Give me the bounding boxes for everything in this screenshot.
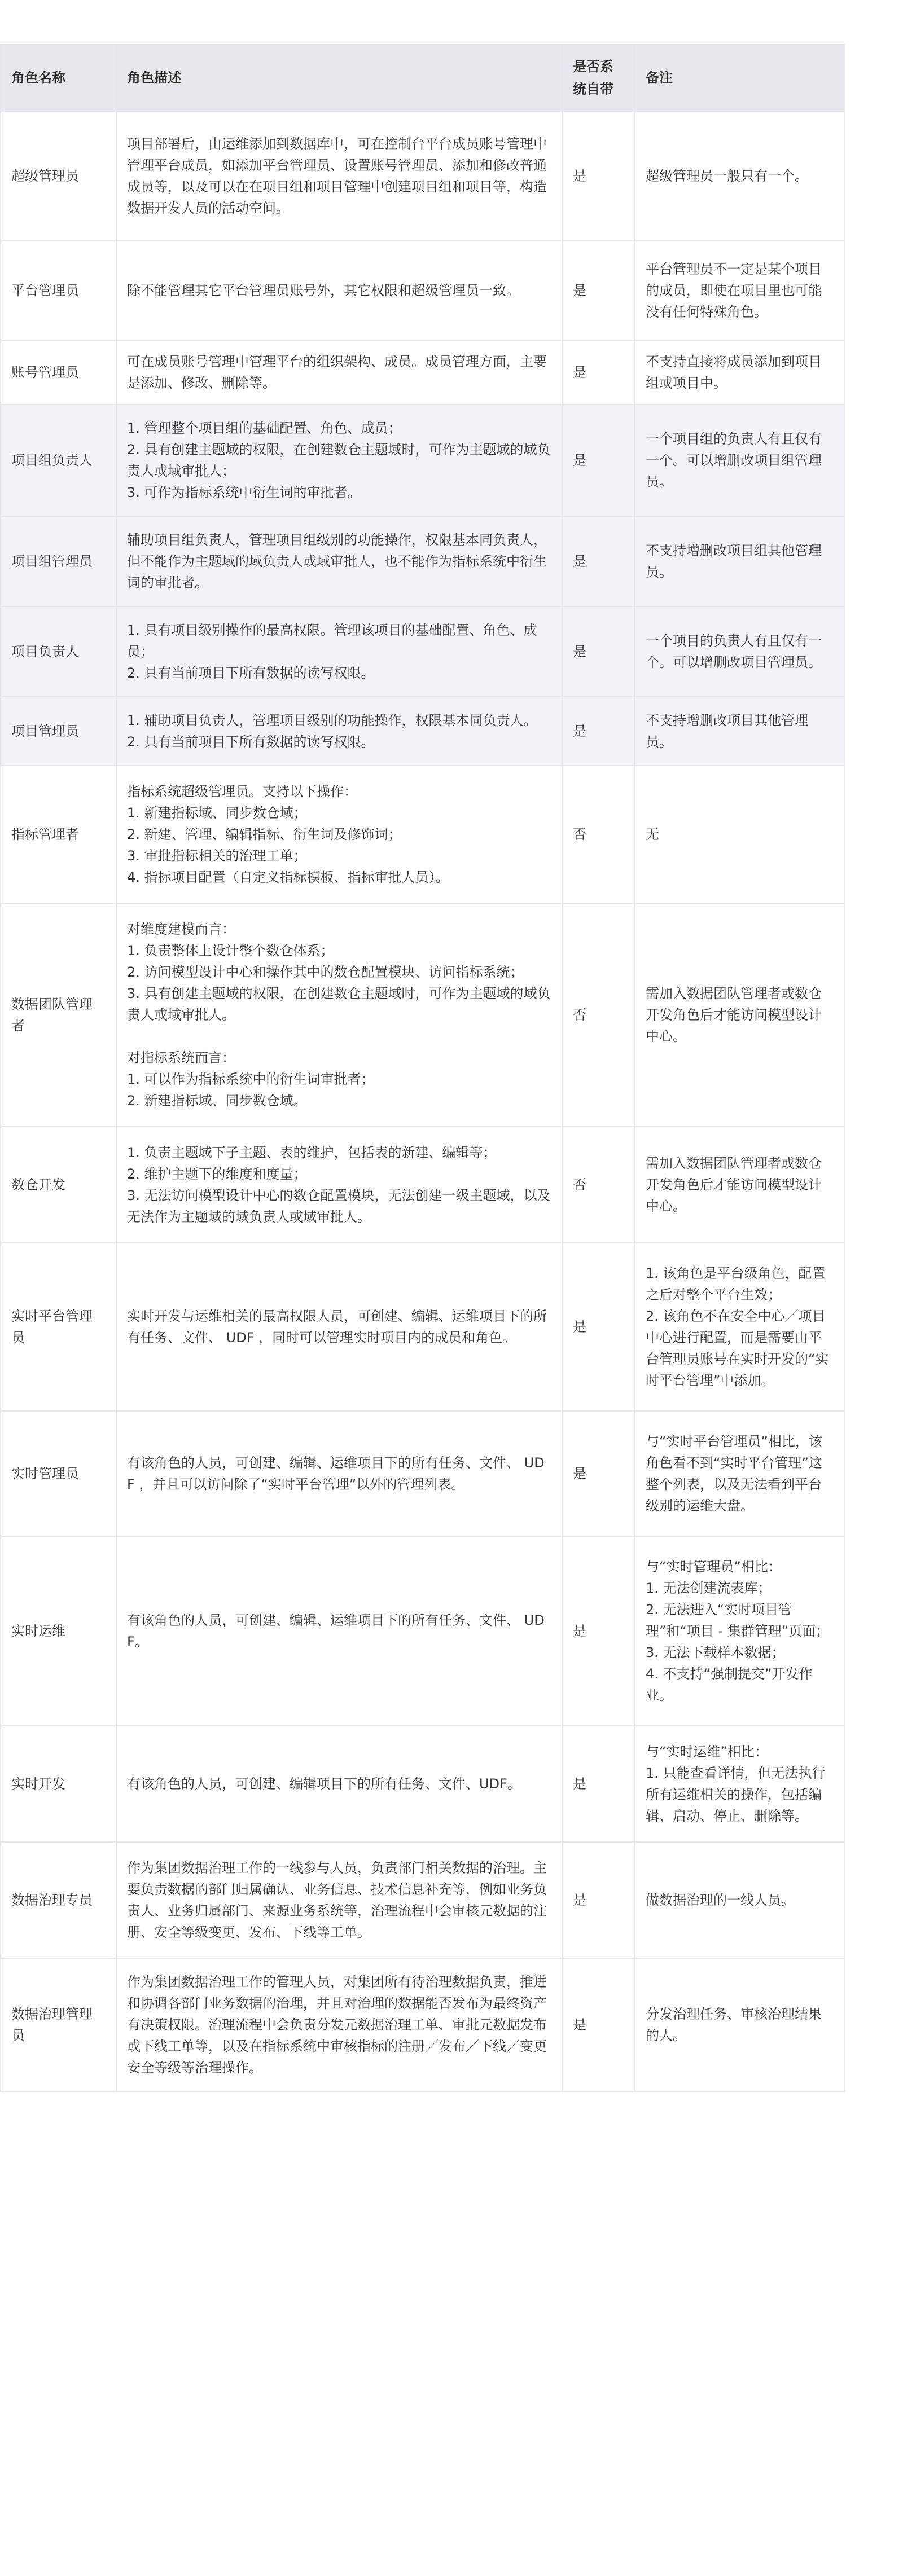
description-line: 3. 可作为指标系统中衍生词的审批者。 <box>127 485 361 500</box>
table-header-row <box>1 45 845 111</box>
role-description-cell <box>116 1411 562 1536</box>
remark-line: 不支持增删改项目组其他管理员。 <box>646 543 822 580</box>
description-line: 对维度建模而言： <box>127 921 235 937</box>
system-builtin-cell: 是 <box>562 516 635 606</box>
table-row <box>1 1842 845 1958</box>
table-row <box>1 1958 845 2091</box>
remark-line: 无 <box>646 827 659 842</box>
role-description-cell <box>116 1127 562 1243</box>
description-line: 3. 无法访问模型设计中心的数仓配置模块，无法创建一级主题域，以及无法作为主题域的域负责人或域审批人。 <box>127 1188 551 1225</box>
system-builtin-cell: 是 <box>562 1842 635 1958</box>
description-line: 1. 可以作为指标系统中的衍生词审批者； <box>127 1071 375 1087</box>
system-builtin-cell: 是 <box>562 1411 635 1536</box>
table-row <box>1 606 845 697</box>
remark-line: 需加入数据团队管理者或数仓开发角色后才能访问模型设计中心。 <box>646 1155 822 1214</box>
table-row <box>1 766 845 903</box>
role-description-cell <box>116 606 562 697</box>
role-name-cell: 实时运维 <box>1 1536 116 1726</box>
system-builtin-cell: 是 <box>562 405 635 516</box>
description-line: 3. 具有创建主题域的权限，在创建数仓主题域时，可作为主题域的域负责人或域审批人。 <box>127 986 551 1023</box>
role-name-cell: 项目负责人 <box>1 606 116 697</box>
remark-cell <box>635 766 845 903</box>
role-description-cell <box>116 766 562 903</box>
role-name-cell: 超级管理员 <box>1 111 116 241</box>
description-line: 2. 具有创建主题域的权限，在创建数仓主题域时，可作为主题域的域负责人或域审批人； <box>127 442 551 479</box>
system-builtin-cell: 是 <box>562 241 635 340</box>
table-row <box>1 1243 845 1411</box>
description-line: 有该角色的人员，可创建、编辑项目下的所有任务、文件、UDF。 <box>127 1776 521 1792</box>
table-row <box>1 405 845 516</box>
system-builtin-cell: 否 <box>562 903 635 1127</box>
system-builtin-cell: 是 <box>562 340 635 405</box>
remark-cell <box>635 903 845 1127</box>
system-builtin-cell: 是 <box>562 1958 635 2091</box>
remark-line: 2. 无法进入“实时项目管理”和“项目 - 集群管理”页面； <box>646 1602 830 1639</box>
remark-line: 2. 该角色不在安全中心／项目中心进行配置，而是需要由平台管理员账号在实时开发的“实时平台管理”中添加。 <box>646 1308 829 1388</box>
remark-line: 1. 该角色是平台级角色，配置之后对整个平台生效； <box>646 1265 826 1303</box>
remark-line: 4. 不支持“强制提交”开发作业。 <box>646 1666 813 1703</box>
remark-cell <box>635 1411 845 1536</box>
system-builtin-cell: 是 <box>562 1536 635 1726</box>
role-name-cell: 项目组管理员 <box>1 516 116 606</box>
description-line: 指标系统超级管理员。支持以下操作： <box>127 784 357 799</box>
roles-table <box>0 44 845 2092</box>
remark-cell <box>635 516 845 606</box>
description-line: 实时开发与运维相关的最高权限人员，可创建、编辑、运维项目下的所有任务、文件、 UDF ，同时可以管理实时项目内的成员和角色。 <box>127 1308 547 1346</box>
table-row <box>1 1127 845 1243</box>
system-builtin-cell: 是 <box>562 606 635 697</box>
role-name-cell: 数据治理管理员 <box>1 1958 116 2091</box>
remark-cell <box>635 111 845 241</box>
description-line: 2. 具有当前项目下所有数据的读写权限。 <box>127 734 375 750</box>
description-line: 除不能管理其它平台管理员账号外，其它权限和超级管理员一致。 <box>127 283 520 298</box>
remark-line: 3. 无法下载样本数据； <box>646 1645 785 1660</box>
remark-line: 平台管理员不一定是某个项目的成员，即使在项目里也可能没有任何特殊角色。 <box>646 261 822 320</box>
role-description-cell <box>116 1958 562 2091</box>
role-name-cell: 账号管理员 <box>1 340 116 405</box>
role-description-cell <box>116 340 562 405</box>
role-description-cell <box>116 903 562 1127</box>
system-builtin-cell: 是 <box>562 697 635 766</box>
role-name-cell: 指标管理者 <box>1 766 116 903</box>
remark-line: 与“实时管理员”相比： <box>646 1559 782 1575</box>
table-row <box>1 241 845 340</box>
description-line: 有该角色的人员，可创建、编辑、运维项目下的所有任务、文件、 UDF ，并且可以访问除了“实时平台管理”以外的管理列表。 <box>127 1455 545 1492</box>
role-description-cell <box>116 405 562 516</box>
remark-cell <box>635 1243 845 1411</box>
description-line: 1. 具有项目级别操作的最高权限。管理该项目的基础配置、角色、成员； <box>127 622 537 660</box>
remark-cell <box>635 1127 845 1243</box>
remark-cell <box>635 405 845 516</box>
description-line: 对指标系统而言： <box>127 1050 235 1066</box>
system-builtin-cell: 否 <box>562 1127 635 1243</box>
description-line: 1. 管理整个项目组的基础配置、角色、成员； <box>127 420 402 436</box>
system-builtin-cell: 是 <box>562 1243 635 1411</box>
role-name-cell: 数仓开发 <box>1 1127 116 1243</box>
role-name-cell: 数据团队管理者 <box>1 903 116 1127</box>
role-name-cell: 项目管理员 <box>1 697 116 766</box>
table-row <box>1 1536 845 1726</box>
description-line: 1. 辅助项目负责人，管理项目级别的功能操作，权限基本同负责人。 <box>127 713 537 728</box>
remark-line: 与“实时平台管理员”相比，该角色看不到“实时平台管理”这整个列表，以及无法看到平台级别的运维大盘。 <box>646 1434 822 1514</box>
description-line: 辅助项目组负责人，管理项目组级别的功能操作，权限基本同负责人，但不能作为主题域的域负责人或域审批人，也不能作为指标系统中衍生词的审批者。 <box>127 532 547 591</box>
remark-cell <box>635 340 845 405</box>
table-row <box>1 1411 845 1536</box>
header-system-builtin: 是否系统自带 <box>562 45 635 111</box>
role-description-cell <box>116 697 562 766</box>
system-builtin-cell: 是 <box>562 1726 635 1842</box>
remark-line: 分发治理任务、审核治理结果的人。 <box>646 2006 822 2043</box>
role-description-cell <box>116 516 562 606</box>
table-row <box>1 516 845 606</box>
role-description-cell <box>116 1243 562 1411</box>
description-line: 3. 审批指标相关的治理工单； <box>127 848 307 864</box>
table-row <box>1 111 845 241</box>
remark-line: 一个项目的负责人有且仅有一个。可以增删改项目管理员。 <box>646 633 822 670</box>
table-row <box>1 1726 845 1842</box>
remark-line: 不支持直接将成员添加到项目组或项目中。 <box>646 354 822 391</box>
description-line: 2. 新建、管理、编辑指标、衍生词及修饰词； <box>127 827 402 842</box>
description-line: 作为集团数据治理工作的管理人员，对集团所有待治理数据负责，推进和协调各部门业务数据的治理，并且对治理的数据能否发布为最终资产有决策权限。治理流程中会负责分发元数据治理工单、审批元数据发布或下线工单等，以及在指标系统中审核指标的注册／发布／下线／变更安全等级等治理操作。 <box>127 1974 547 2076</box>
remark-cell <box>635 697 845 766</box>
remark-line: 一个项目组的负责人有且仅有一个。可以增删改项目组管理员。 <box>646 431 822 490</box>
header-remark: 备注 <box>635 45 845 111</box>
remark-cell <box>635 606 845 697</box>
remark-line: 1. 只能查看详情，但无法执行所有运维相关的操作，包括编辑、启动、停止、删除等。 <box>646 1765 826 1824</box>
table-row <box>1 340 845 405</box>
description-line: 有该角色的人员，可创建、编辑、运维项目下的所有任务、文件、 UDF。 <box>127 1612 545 1650</box>
role-name-cell: 平台管理员 <box>1 241 116 340</box>
role-name-cell: 实时开发 <box>1 1726 116 1842</box>
roles-table-container <box>0 44 844 2092</box>
role-description-cell <box>116 1842 562 1958</box>
description-line: 2. 维护主题下的维度和度量； <box>127 1166 307 1182</box>
remark-line: 需加入数据团队管理者或数仓开发角色后才能访问模型设计中心。 <box>646 986 822 1044</box>
role-description-cell <box>116 1726 562 1842</box>
description-line: 4. 指标项目配置（自定义指标模板、指标审批人员）。 <box>127 869 449 885</box>
system-builtin-cell: 是 <box>562 111 635 241</box>
remark-cell <box>635 1536 845 1726</box>
description-line: 2. 新建指标域、同步数仓域。 <box>127 1093 307 1109</box>
role-name-cell: 实时平台管理员 <box>1 1243 116 1411</box>
header-role-name: 角色名称 <box>1 45 116 111</box>
remark-cell <box>635 1842 845 1958</box>
remark-line: 不支持增删改项目其他管理员。 <box>646 713 808 750</box>
description-line: 1. 负责整体上设计整个数仓体系； <box>127 943 334 959</box>
role-name-cell: 实时管理员 <box>1 1411 116 1536</box>
remark-line: 超级管理员一般只有一个。 <box>646 168 808 184</box>
description-line <box>127 1026 551 1047</box>
description-line: 1. 新建指标域、同步数仓域； <box>127 805 307 821</box>
remark-line: 1. 无法创建流表库； <box>646 1580 772 1596</box>
remark-cell <box>635 1726 845 1842</box>
description-line: 2. 访问模型设计中心和操作其中的数仓配置模块、访问指标系统； <box>127 964 524 980</box>
role-name-cell: 项目组负责人 <box>1 405 116 516</box>
description-line: 1. 负责主题域下子主题、表的维护，包括表的新建、编辑等； <box>127 1145 497 1160</box>
description-line: 可在成员账号管理中管理平台的组织架构、成员。成员管理方面，主要是添加、修改、删除等。 <box>127 354 547 391</box>
remark-cell <box>635 241 845 340</box>
remark-line: 做数据治理的一线人员。 <box>646 1892 795 1908</box>
role-description-cell <box>116 241 562 340</box>
table-row <box>1 903 845 1127</box>
description-line: 作为集团数据治理工作的一线参与人员，负责部门相关数据的治理。主要负责数据的部门归属确认、业务信息、技术信息补充等，例如业务负责人、业务归属部门、来源业务系统等，治理流程中会审核元数据的注册、安全等级变更、发布、下线等工单。 <box>127 1860 547 1940</box>
system-builtin-cell: 否 <box>562 766 635 903</box>
table-row <box>1 697 845 766</box>
description-line: 项目部署后，由运维添加到数据库中，可在控制台平台成员账号管理中管理平台成员，如添加平台管理员、设置账号管理员、添加和修改普通成员等，以及可以在在项目组和项目管理中创建项目组和项目等，构造数据开发人员的活动空间。 <box>127 136 547 216</box>
remark-cell <box>635 1958 845 2091</box>
role-description-cell <box>116 1536 562 1726</box>
header-role-description: 角色描述 <box>116 45 562 111</box>
description-line: 2. 具有当前项目下所有数据的读写权限。 <box>127 665 375 681</box>
role-name-cell: 数据治理专员 <box>1 1842 116 1958</box>
role-description-cell <box>116 111 562 241</box>
remark-line: 与“实时运维”相比： <box>646 1744 768 1760</box>
